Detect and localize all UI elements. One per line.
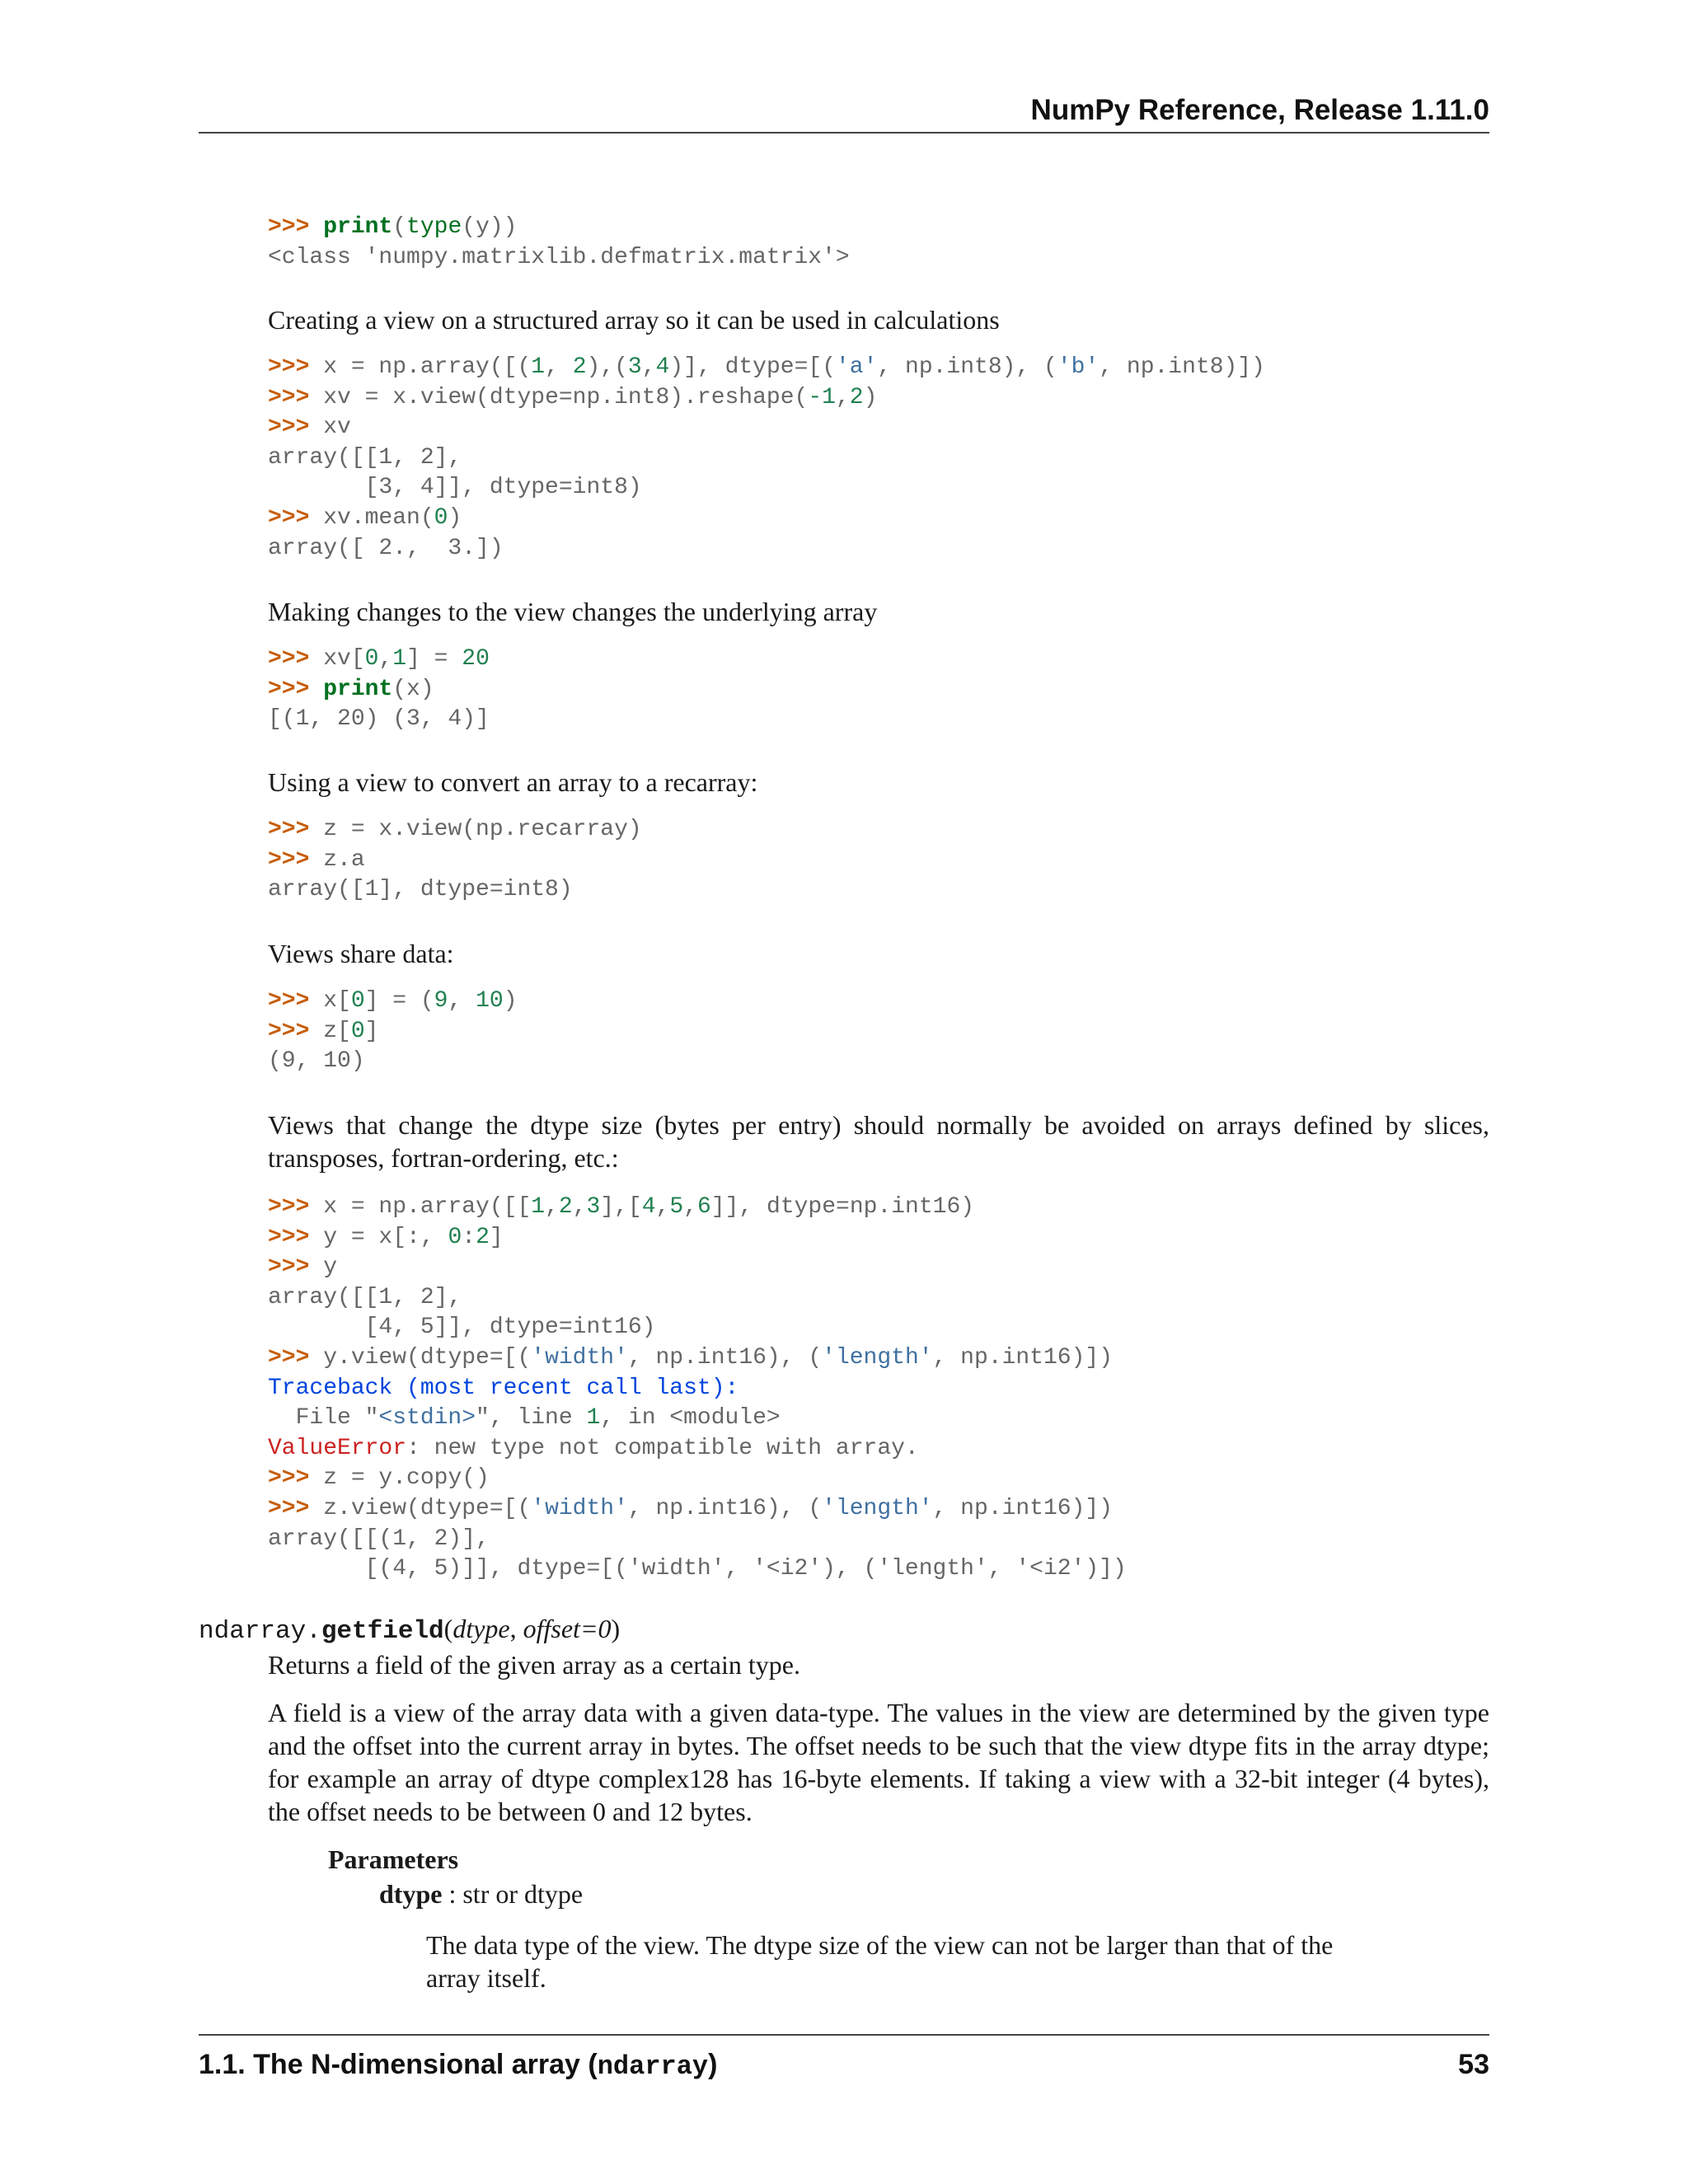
signature-prefix: ndarray. [199, 1617, 321, 1646]
signature-open-paren: ( [443, 1614, 453, 1643]
code-token: >>> [268, 415, 324, 441]
footer-section-prefix: 1.1. The N-dimensional array ( [199, 2049, 598, 2080]
code-block-print-type [268, 213, 850, 273]
code-token: (9, 10) [268, 1048, 365, 1075]
code-token: [4, 5]], dtype=int16) [268, 1315, 656, 1341]
code-token: Traceback (most recent call last): [268, 1375, 739, 1401]
code-token: : new type not compatible with array. [406, 1435, 919, 1461]
running-title: NumPy Reference, Release 1.11.0 [1030, 94, 1489, 126]
code-token: , [683, 1194, 697, 1220]
page-number: 53 [1458, 2049, 1489, 2080]
code-line [268, 1554, 1127, 1585]
code-token: 'length' [822, 1495, 933, 1521]
code-token: , np.int16), ( [627, 1344, 823, 1371]
code-line [268, 534, 1265, 565]
code-token: 0 [434, 504, 448, 531]
code-token: 9 [434, 988, 448, 1014]
code-token: 3 [627, 354, 642, 380]
code-token: >>> [268, 1465, 324, 1492]
signature-arg-dtype: dtype [452, 1614, 510, 1643]
code-token: ) [448, 504, 462, 531]
code-token: array([[(1, 2)], [268, 1526, 490, 1552]
code-token: , [448, 988, 476, 1014]
code-token: ValueError [268, 1435, 407, 1461]
code-line [268, 1374, 1127, 1404]
signature-arg-offset: offset=0 [523, 1614, 612, 1643]
code-token: 0 [448, 1224, 462, 1250]
code-token: z = y.copy() [323, 1465, 490, 1492]
footer-section-title [199, 2049, 717, 2082]
code-token: x = np.array([[ [323, 1194, 532, 1220]
code-token: >>> [268, 1018, 324, 1044]
code-token: ] = ( [364, 988, 434, 1014]
code-token: array([[1, 2], [268, 1284, 462, 1310]
code-token: 4 [655, 354, 670, 380]
code-token: xv.mean( [323, 504, 434, 531]
parameter-dtype-description: The data type of the view. The dtype size of the view can not be larger than that of the array itself. [426, 1930, 1334, 1993]
signature-separator: , [509, 1614, 523, 1643]
code-token: x = np.array([( [323, 354, 532, 380]
parameter-dtype-name: dtype [379, 1879, 443, 1909]
code-line [268, 1464, 1127, 1494]
code-block-structured-view [268, 353, 1265, 564]
code-line [268, 1404, 1127, 1434]
method-signature [199, 1614, 620, 1646]
code-token: 20 [462, 646, 490, 672]
paragraph-structured-view: Creating a view on a structured array so it can be used in calculations [268, 305, 1000, 335]
code-token: z = x.view(np.recarray) [323, 817, 642, 842]
code-token: z.view(dtype=[( [323, 1495, 532, 1521]
page-header [199, 91, 1489, 134]
code-token: 3 [586, 1194, 601, 1220]
code-token: , np.int8)]) [1099, 354, 1265, 380]
code-block-recarray [268, 815, 642, 906]
code-block-view-changes [268, 644, 490, 735]
code-token: (y)) [462, 214, 518, 240]
code-token: , np.int16)]) [932, 1495, 1113, 1521]
code-line [268, 383, 1265, 414]
code-token: , [572, 1194, 587, 1220]
code-token: -1 [808, 384, 836, 410]
code-line [268, 705, 490, 735]
code-token: >>> [268, 1254, 324, 1281]
code-line [268, 1193, 1127, 1223]
code-token: , np.int16)]) [932, 1344, 1113, 1371]
code-token: xv[ [323, 646, 365, 672]
code-token: xv [323, 415, 351, 441]
code-token: , [641, 354, 656, 380]
code-line [268, 1525, 1127, 1555]
code-token: y = x[:, [323, 1224, 448, 1250]
code-token: >>> [268, 846, 324, 873]
code-line [268, 987, 518, 1017]
code-token: ]], dtype=np.int16) [710, 1194, 975, 1220]
code-token: [3, 4]], dtype=int8) [268, 475, 642, 501]
code-token: 2 [572, 354, 587, 380]
code-token: ] [364, 1018, 379, 1044]
code-block-share-data [268, 987, 518, 1077]
code-token: >>> [268, 504, 324, 531]
method-summary: Returns a field of the given array as a certain type. [268, 1650, 800, 1680]
code-token: 0 [364, 646, 379, 672]
code-token: 1 [392, 646, 407, 672]
code-token: , [545, 1194, 559, 1220]
code-line [268, 473, 1265, 504]
code-token: type [406, 214, 462, 240]
paragraph-dtype-size-warning: Views that change the dtype size (bytes per entry) should normally be avoided on arrays defined by slices, transposes, fortran-ordering, etc.: [268, 1110, 1489, 1173]
paragraph-view-changes: Making changes to the view changes the underlying array [268, 597, 878, 626]
code-token: 0 [350, 988, 365, 1014]
code-token: (x) [392, 676, 434, 702]
code-line [268, 846, 642, 876]
code-token: 10 [476, 988, 504, 1014]
code-token: 1 [531, 354, 546, 380]
code-token: , np.int16), ( [627, 1495, 823, 1521]
code-token: ],[ [600, 1194, 642, 1220]
code-token: [(4, 5)]], dtype=[('width', '<i2'), ('length', '<i2')]) [268, 1556, 1127, 1582]
code-token: >>> [268, 384, 324, 410]
footer-section-suffix: ) [708, 2049, 718, 2080]
code-token: >>> [268, 354, 324, 380]
paragraph-recarray: Using a view to convert an array to a recarray: [268, 767, 758, 797]
code-line [268, 1253, 1127, 1283]
code-token: 1 [531, 1194, 546, 1220]
code-line [268, 644, 490, 675]
code-token: 'width' [531, 1344, 628, 1371]
page-footer [199, 2034, 1489, 2082]
code-token: 'a' [836, 354, 878, 380]
code-line [268, 443, 1265, 474]
code-line [268, 1434, 1127, 1465]
code-token: ] = [406, 646, 462, 672]
code-token: array([[1, 2], [268, 444, 462, 471]
code-line [268, 1313, 1127, 1343]
parameter-dtype-type: : str or dtype [442, 1879, 584, 1909]
code-token: x[ [323, 988, 351, 1014]
code-token: [(1, 20) (3, 4)] [268, 706, 490, 733]
code-token: xv = x.view(dtype=np.int8).reshape( [323, 384, 809, 410]
code-token: , in <module> [600, 1405, 781, 1432]
code-token: )], dtype=[( [669, 354, 836, 380]
code-token: , [655, 1194, 670, 1220]
code-token: ) [863, 384, 878, 410]
parameter-dtype [379, 1879, 583, 1910]
code-token: >>> [268, 214, 324, 240]
code-token: ] [489, 1224, 504, 1250]
code-token: >>> [268, 676, 324, 702]
code-line [268, 213, 850, 243]
code-line [268, 1283, 1127, 1314]
code-line [268, 504, 1265, 534]
code-token: ( [392, 214, 407, 240]
code-token: 2 [849, 384, 864, 410]
code-line [268, 1047, 518, 1077]
code-token: 'width' [531, 1495, 628, 1521]
code-token: >>> [268, 1194, 324, 1220]
code-token: >>> [268, 1224, 324, 1250]
code-token: print [323, 676, 393, 702]
code-token: 'b' [1057, 354, 1100, 380]
code-token: , [835, 384, 850, 410]
code-line [268, 1223, 1127, 1254]
code-line [268, 353, 1265, 383]
code-line [268, 675, 490, 705]
code-token: y [323, 1254, 338, 1281]
code-line [268, 875, 642, 906]
code-line [268, 1343, 1127, 1374]
code-token: z[ [323, 1018, 351, 1044]
code-token: ) [503, 988, 518, 1014]
code-line [268, 243, 850, 274]
code-token: z.a [323, 846, 365, 873]
code-token: y.view(dtype=[( [323, 1344, 532, 1371]
code-token: 2 [558, 1194, 573, 1220]
code-token: array([1], dtype=int8) [268, 877, 573, 903]
code-token: 5 [669, 1194, 684, 1220]
code-token: , np.int8), ( [877, 354, 1057, 380]
code-token: 0 [350, 1018, 365, 1044]
code-token: >>> [268, 817, 324, 842]
parameters-heading: Parameters [328, 1844, 459, 1874]
paragraph-share-data: Views share data: [268, 939, 454, 968]
code-token: ),( [586, 354, 628, 380]
code-line [268, 1494, 1127, 1525]
signature-function-name: getfield [321, 1617, 444, 1646]
code-token: >>> [268, 988, 324, 1014]
code-token: >>> [268, 1495, 324, 1521]
code-token: <stdin> [378, 1405, 476, 1432]
code-block-dtype-size [268, 1193, 1127, 1585]
signature-close-paren: ) [611, 1614, 621, 1643]
code-token: array([ 2., 3.]) [268, 535, 504, 561]
code-line [268, 413, 1265, 443]
code-token: 4 [641, 1194, 656, 1220]
code-line [268, 815, 642, 846]
code-token: File " [268, 1405, 379, 1432]
code-token: 6 [697, 1194, 711, 1220]
method-description: A field is a view of the array data with a given data-type. The values in the view are determined by the given type and the offset into the current array in bytes. The offset needs to be such that the view dtype fits in the array dtype; for example an array of dtype complex128 has 16-byte elements. If taking a view with a 32-bit integer (4 bytes), the offset needs to be between 0 and 12 bytes. [268, 1698, 1489, 1826]
code-token: 1 [586, 1405, 601, 1432]
footer-section-mono: ndarray [597, 2051, 709, 2082]
code-line [268, 1017, 518, 1047]
code-token: <class 'numpy.matrixlib.defmatrix.matrix'> [268, 244, 850, 270]
code-token: 'length' [822, 1344, 933, 1371]
code-token: , [378, 646, 393, 672]
code-token: >>> [268, 1344, 324, 1371]
code-token: , [545, 354, 573, 380]
code-token: : [462, 1224, 476, 1250]
code-token: 2 [476, 1224, 490, 1250]
code-token: print [323, 214, 393, 240]
code-token: >>> [268, 646, 324, 672]
code-token: ", line [476, 1405, 587, 1432]
